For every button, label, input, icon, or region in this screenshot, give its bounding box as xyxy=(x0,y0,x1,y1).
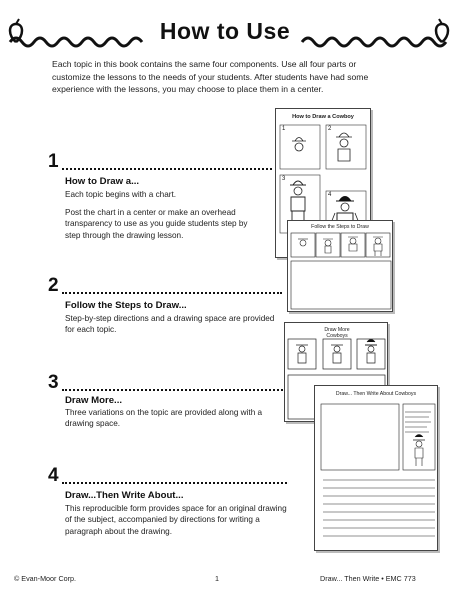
section-heading: How to Draw a... xyxy=(65,176,140,187)
intro-paragraph: Each topic in this book contains the same four components. Use all four parts or customize the lessons to the needs of your students. After students have had some experience with the lessons, you may choose to place them in a center. xyxy=(52,59,369,95)
dotted-rule xyxy=(62,482,287,484)
step-number: 3 xyxy=(282,176,286,182)
thumbnail-title: How to Draw a Cowboy xyxy=(292,114,354,120)
footer-book-code: Draw... Then Write • EMC 773 xyxy=(320,574,416,583)
section-2 xyxy=(48,276,278,336)
step-number: 2 xyxy=(328,126,332,132)
section-number: 4 xyxy=(48,465,59,486)
thumbnail-title: Follow the Steps to Draw xyxy=(311,224,369,230)
section-body: Post the chart in a center or make an overhead transparency to use as you guide students step by step through the drawing lesson. xyxy=(65,208,248,240)
draw-write-thumbnail xyxy=(314,385,438,551)
section-1 xyxy=(48,152,278,252)
section-heading: Draw...Then Write About... xyxy=(65,490,184,501)
section-body: Step-by-step directions and a drawing space are provided for each topic. xyxy=(65,314,275,335)
section-4 xyxy=(48,465,287,546)
dotted-rule xyxy=(62,168,272,170)
footer-copyright: © Evan-Moor Corp. xyxy=(14,574,77,583)
footer-page-number: 1 xyxy=(215,574,219,583)
section-body: This reproducible form provides space for an original drawing of the subject, accompanied by directions for writing a paragraph about the drawing. xyxy=(65,504,287,536)
section-body: Each topic begins with a chart. xyxy=(65,190,177,199)
dotted-rule xyxy=(62,389,287,391)
section-heading: Follow the Steps to Draw... xyxy=(65,300,187,311)
section-3 xyxy=(48,373,278,433)
thumbnail-title: Draw... Then Write About Cowboys xyxy=(335,391,417,397)
page-title: How to Use xyxy=(159,18,291,44)
step-number: 4 xyxy=(328,192,332,198)
section-number: 1 xyxy=(48,151,59,172)
thumbnail-title: Draw More Cowboys xyxy=(324,327,350,339)
section-number: 3 xyxy=(48,372,59,393)
section-body: Three variations on the topic are provided along with a drawing space. xyxy=(65,408,263,429)
follow-steps-illustration xyxy=(288,231,394,311)
section-heading: Draw More... xyxy=(65,395,123,406)
step-number: 1 xyxy=(282,126,286,132)
draw-write-illustration xyxy=(315,400,439,550)
follow-steps-thumbnail xyxy=(287,220,393,312)
dotted-rule xyxy=(62,292,282,294)
section-number: 2 xyxy=(48,275,59,296)
